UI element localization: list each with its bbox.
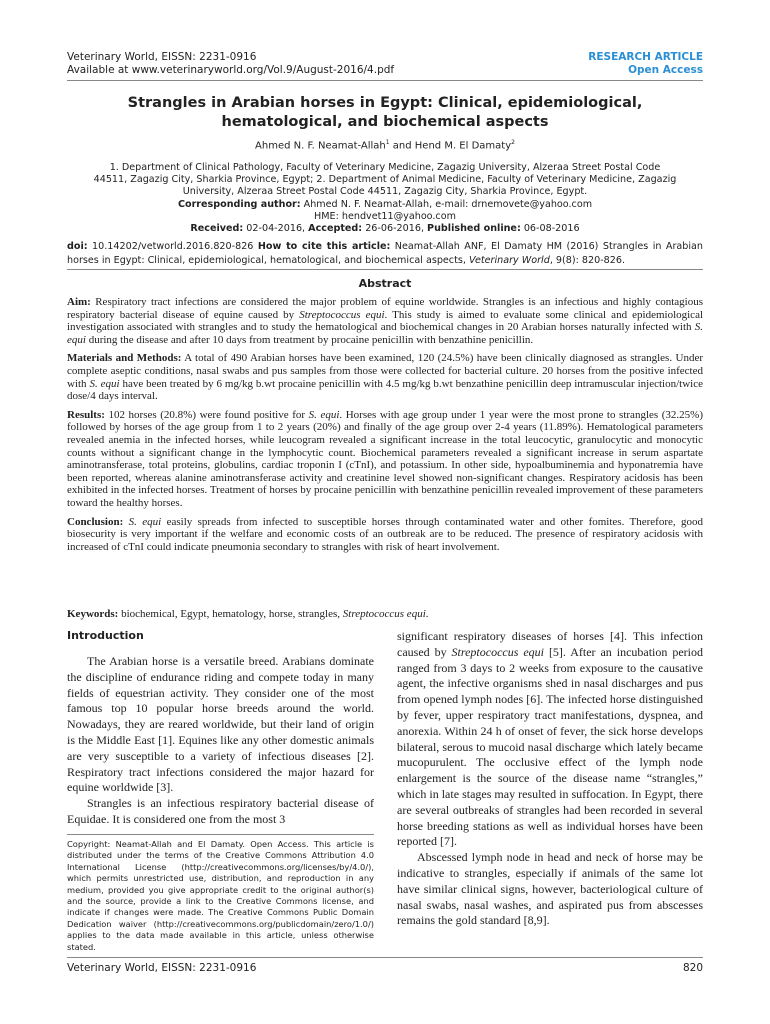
keywords: Keywords: biochemical, Egypt, hematology, horse, strangles, Streptococcus equi. xyxy=(67,608,429,620)
footer-divider xyxy=(67,957,703,958)
copyright-notice: Copyright: Neamat-Allah and El Damaty. Open Access. This article is distributed under the terms of the Creative Commons Attribution 4.0 International License (http://creativecommons.org/licenses/by/4.0/), which permits unrestricted use, distribution, and reproduction in any medium, provided you give appropriate credit to the original author(s) and the source, provide a link to the Creative Commons license, and indicate if changes were made. The Creative Commons Public Domain Dedication waiver (http://creativecommons.org/publicdomain/zero/1.0/) applies to the data made available in this article, unless otherwise stated. xyxy=(67,839,374,952)
affiliations: 1. Department of Clinical Pathology, Faculty of Veterinary Medicine, Zagazig University, Alzeraa Street Postal Code 44511, Zagazig City, Sharkia Province, Egypt; 2. Department of Animal Medicine, Faculty of Veterinary Medicine, Zagazig University, Alzeraa Street Postal Code 44511, Zagazig City, Sharkia Province, Egypt. Corresponding author: Ahmed N. F. Neamat-Allah, e-mail: drnemovete@yahoo.com HME: hendvet11@yahoo.com Received: 02-04-2016, Accepted: 26-06-2016, Published online: 06-08-2016 xyxy=(67,162,703,235)
corresponding-author: Corresponding author: Ahmed N. F. Neamat-Allah, e-mail: drnemovete@yahoo.com xyxy=(177,198,593,210)
article-type-block xyxy=(588,51,703,77)
copyright-divider xyxy=(67,834,374,835)
abstract-aim: Aim: Respiratory tract infections are considered the major problem of equine worldwide. Strangles is an infectious and highly contagious respiratory bacterial disease of equine caused by Streptococcus equi. This study is aimed to evaluate some clinical and epidemiological investigation associated with strangles and to study the hematological and biochemical changes in 20 Arabian horses naturally infected with S. equi during the disease and after 10 days from treatment by procaine penicillin with benzathine penicillin. xyxy=(67,296,704,346)
column-left xyxy=(67,629,374,828)
doi-citation: doi: 10.14202/vetworld.2016.820-826 How to cite this article: Neamat-Allah ANF, El Damaty HM (2016) Strangles in Arabian horses in Egypt: Clinical, epidemiological, hematological, and biochemical aspects, Veterinary World, 9(8): 820-826. xyxy=(67,241,704,266)
article-type-badge: RESEARCH ARTICLE xyxy=(588,51,703,63)
header-divider xyxy=(67,80,703,81)
abstract-results: Results: 102 horses (20.8%) were found positive for S. equi. Horses with age group under 1 year were the most prone to strangles (32.25%) followed by horses of the age group from 1 to 2 years (20%) and finally of the age group over 2-4 years (11.89%). Hematological parameters revealed anemia in the infected horses, while leucogram revealed a significant increase in the total leucocytic, granulocytic and monocytic counts without a significant change in the lymphocytic count. Biochemical parameters revealed a significant increase in serum aspartate aminotransferase, total proteins, globulins, cardiac troponin I (cTnI), and potassium. In other side, hypoalbuminemia and hyponatremia have been reported, whereas alanine aminotransferase activity and creatinine level showed non-significant changes. Respiratory acidosis has been exhibited in the infected horses. Treatment of horses by procaine penicillin with benzathine penicillin revealed improvement of these parameters toward the healthy horses. xyxy=(67,408,703,509)
abstract-heading: Abstract xyxy=(358,277,412,290)
intro-paragraph-2: Strangles is an infectious respiratory bacterial disease of Equidae. It is considered one from the most 3 xyxy=(67,796,374,826)
abstract-conclusion: Conclusion: S. equi easily spreads from infected to susceptible horses through contaminated water and other fomites. Therefore, good biosecurity is very important if the welfare and economic costs of an outbreak are to be reduced. The presence of respiratory acidosis with increased of cTnI could indicate pneumonia secondary to strangles with risk of heart involvement. xyxy=(67,515,703,553)
page-number: 820 xyxy=(682,962,703,974)
journal-name: Veterinary World, EISSN: 2231-0916 xyxy=(67,51,257,63)
hme-email: HME: hendvet11@yahoo.com xyxy=(314,210,456,222)
article-title: Strangles in Arabian horses in Egypt: Clinical, epidemiological, hematological, and biochemical aspects xyxy=(127,95,643,130)
author-1: Ahmed N. F. Neamat-Allah xyxy=(255,140,386,152)
author-list: Ahmed N. F. Neamat-Allah$^1$ and Hend M. El Damaty$^2$ xyxy=(255,139,515,152)
doi-value: 10.14202/vetworld.2016.820-826 xyxy=(87,241,258,252)
running-header xyxy=(67,51,394,77)
column-right xyxy=(397,629,703,929)
author-2: Hend M. El Damaty xyxy=(414,140,512,152)
abstract-body xyxy=(67,296,703,559)
abstract-methods: Materials and Methods: A total of 490 Arabian horses have been examined, 120 (24.5%) have been clinically diagnosed as strangles. Under complete aseptic conditions, nasal swabs and pus samples from those were collected for bacterial culture. 20 horses from the positive infected with S. equi have been treated by 6 mg/kg b.wt procaine penicillin with 4.5 mg/kg b.wt benzathine penicillin deep intramuscular injection/twice dose/4 days interval. xyxy=(67,352,703,403)
article-url: Available at www.veterinaryworld.org/Vol.9/August-2016/4.pdf xyxy=(67,64,395,76)
footer-journal: Veterinary World, EISSN: 2231-0916 xyxy=(67,962,257,974)
open-access-badge: Open Access xyxy=(628,64,703,76)
abstract-divider xyxy=(67,269,703,270)
introduction-heading: Introduction xyxy=(67,629,144,642)
intro-paragraph-4: Abscessed lymph node in head and neck of horse may be indicative to strangles, especially if animals of the same lot have similar clinical signs, however, bacteriological culture of nasal swabs, nasal washes, and aspirated pus from abscesses remains the gold standard [8,9]. xyxy=(397,850,703,928)
intro-paragraph-3: significant respiratory diseases of horses [4]. This infection caused by Streptococcus equi [5]. After an incubation period ranged from 3 days to 2 weeks from exposure to the causative agent, the infective organisms shed in nasal discharges and pus from opened lymph nodes [6]. The infected horse distinguished by fever, upper respiratory tract manifestations, dyspnea, and anorexia. Within 24 h of onset of fever, the sick horse develops bilateral, serous to mucoid nasal discharge which lately became mucopurulent. The occlusive effect of the lymph node enlargement is the source of the disease name “strangles,” which in late stages may resulted in suffocation. In Egypt, there are several outbreaks of strangles had been recorded in several horse breeding stations as well as individual horses have been reported [7]. xyxy=(397,629,703,849)
intro-paragraph-1: The Arabian horse is a versatile breed. Arabians dominate the discipline of endurance riding and compete today in many fields of equestrian activity. They consider one of the most famous top 10 popular horse breeds around the world. Nowadays, they are reared worldwide, but their land of origin is the Middle East [1]. Equines like any other domestic animals are very susceptible to a variety of infectious diseases [2]. Respiratory tract infections considered the major hazard for equine worldwide [3]. xyxy=(67,654,374,795)
article-dates: Received: 02-04-2016, Accepted: 26-06-2016, Published online: 06-08-2016 xyxy=(190,223,580,235)
